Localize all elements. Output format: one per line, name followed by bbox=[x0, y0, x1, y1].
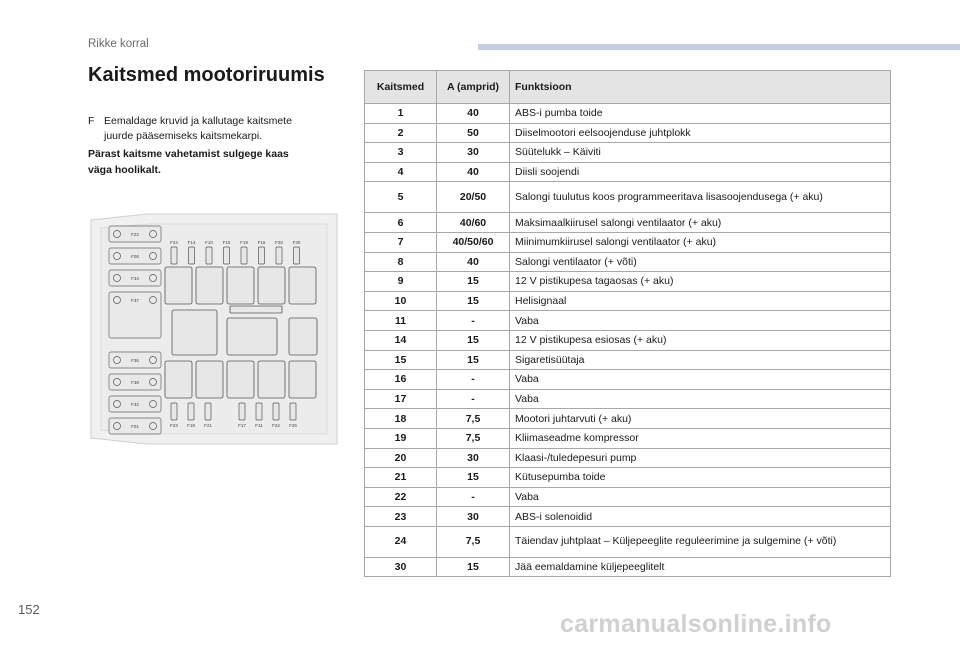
fuse-number-cell: 23 bbox=[365, 507, 437, 527]
mini-fuse bbox=[241, 247, 247, 264]
table-row bbox=[365, 428, 891, 448]
bottom-maxi-fuses bbox=[165, 361, 316, 398]
function-cell: Vaba bbox=[510, 311, 891, 331]
fuse-number-cell: 1 bbox=[365, 104, 437, 124]
mini-fuse bbox=[188, 403, 194, 420]
amperage-cell: 40 bbox=[437, 104, 510, 124]
fuse-number-cell: 14 bbox=[365, 330, 437, 350]
function-cell: Vaba bbox=[510, 370, 891, 390]
fuse-number-cell: 18 bbox=[365, 409, 437, 429]
amperage-cell: 20/50 bbox=[437, 182, 510, 213]
fuse-label: F15 bbox=[222, 240, 231, 245]
mini-fuse bbox=[239, 403, 245, 420]
fuse-number-cell: 19 bbox=[365, 428, 437, 448]
table-row bbox=[365, 557, 891, 577]
fuse-number-cell: 30 bbox=[365, 557, 437, 577]
mini-fuse bbox=[189, 247, 195, 264]
table-row bbox=[365, 252, 891, 272]
function-cell: Kütusepumba toide bbox=[510, 468, 891, 488]
amperage-cell: 7,5 bbox=[437, 409, 510, 429]
amperage-cell: - bbox=[437, 370, 510, 390]
fuse-number-cell: 22 bbox=[365, 487, 437, 507]
left-fuse-holders bbox=[109, 226, 161, 434]
fuse-table bbox=[364, 70, 891, 577]
fuse-label: F22 bbox=[131, 232, 139, 237]
function-cell: Täiendav juhtplaat – Küljepeeglite reguleerimine ja sulgemine (+ võti) bbox=[510, 526, 891, 557]
function-cell: ABS-i solenoidid bbox=[510, 507, 891, 527]
table-row bbox=[365, 487, 891, 507]
instruction-line-1: Eemaldage kruvid ja kallutage kaitsmete bbox=[104, 115, 292, 127]
page-number: 152 bbox=[18, 602, 40, 617]
section-label: Rikke korral bbox=[88, 38, 149, 50]
fuse-label: F18 bbox=[187, 423, 195, 428]
function-cell: Vaba bbox=[510, 389, 891, 409]
amperage-cell: - bbox=[437, 389, 510, 409]
fuse-label: F34 bbox=[131, 276, 139, 281]
amperage-cell: 15 bbox=[437, 557, 510, 577]
table-row bbox=[365, 330, 891, 350]
fuse-number-cell: 21 bbox=[365, 468, 437, 488]
amperage-cell: 7,5 bbox=[437, 526, 510, 557]
watermark: carmanualsonline.info bbox=[560, 610, 832, 638]
table-row bbox=[365, 350, 891, 370]
fuse-number-cell: 4 bbox=[365, 162, 437, 182]
fuse-label: F16 bbox=[257, 240, 266, 245]
bullet-icon: F bbox=[88, 115, 95, 127]
table-row bbox=[365, 409, 891, 429]
fuse-label: F23 bbox=[170, 423, 178, 428]
function-cell: Maksimaalkiirusel salongi ventilaator (+ aku) bbox=[510, 213, 891, 233]
fuse-number-cell: 10 bbox=[365, 291, 437, 311]
amperage-cell: 50 bbox=[437, 123, 510, 143]
table-row bbox=[365, 507, 891, 527]
fuse-label: F36 bbox=[131, 358, 139, 363]
fuse-number-cell: 8 bbox=[365, 252, 437, 272]
fuse-number-cell: 24 bbox=[365, 526, 437, 557]
amperage-cell: 15 bbox=[437, 350, 510, 370]
fuse-number-cell: 11 bbox=[365, 311, 437, 331]
amperage-cell: 15 bbox=[437, 330, 510, 350]
mini-fuse bbox=[294, 247, 300, 264]
table-row bbox=[365, 448, 891, 468]
fuse-label: F01 bbox=[131, 424, 139, 429]
fuse-label: F37 bbox=[131, 298, 139, 303]
function-cell: 12 V pistikupesa tagaosas (+ aku) bbox=[510, 272, 891, 292]
table-row bbox=[365, 311, 891, 331]
warning-text bbox=[88, 146, 338, 178]
header-bar bbox=[478, 44, 960, 50]
mini-fuse bbox=[171, 247, 177, 264]
fuse-number-cell: 5 bbox=[365, 182, 437, 213]
function-cell: 12 V pistikupesa esiosas (+ aku) bbox=[510, 330, 891, 350]
amperage-cell: 30 bbox=[437, 507, 510, 527]
table-row bbox=[365, 182, 891, 213]
warning-line-2: väga hoolikalt. bbox=[88, 164, 161, 176]
page-title: Kaitsmed mootoriruumis bbox=[88, 64, 325, 86]
table-row bbox=[365, 162, 891, 182]
fuse-number-cell: 20 bbox=[365, 448, 437, 468]
fuse-label: F11 bbox=[255, 423, 263, 428]
function-cell: Klaasi-/tuledepesuri pump bbox=[510, 448, 891, 468]
instruction-text bbox=[88, 114, 338, 144]
table-row bbox=[365, 232, 891, 252]
function-cell: ABS-i pumba toide bbox=[510, 104, 891, 124]
column-header-fuse: Kaitsmed bbox=[365, 71, 437, 104]
amperage-cell: 15 bbox=[437, 272, 510, 292]
fuse-label: F24 bbox=[170, 240, 178, 245]
function-cell: Jää eemaldamine küljepeeglitelt bbox=[510, 557, 891, 577]
table-row bbox=[365, 213, 891, 233]
mini-fuse bbox=[206, 247, 212, 264]
amperage-cell: 15 bbox=[437, 468, 510, 488]
mini-fuse bbox=[273, 403, 279, 420]
function-cell: Mootori juhtarvuti (+ aku) bbox=[510, 409, 891, 429]
fuse-number-cell: 17 bbox=[365, 389, 437, 409]
table-row bbox=[365, 468, 891, 488]
table-row bbox=[365, 370, 891, 390]
amperage-cell: 30 bbox=[437, 448, 510, 468]
fuse-number-cell: 7 bbox=[365, 232, 437, 252]
function-cell: Diisli soojendi bbox=[510, 162, 891, 182]
amperage-cell: 30 bbox=[437, 143, 510, 163]
amperage-cell: - bbox=[437, 487, 510, 507]
table-row bbox=[365, 291, 891, 311]
function-cell: Salongi ventilaator (+ võti) bbox=[510, 252, 891, 272]
fuse-number-cell: 3 bbox=[365, 143, 437, 163]
function-cell: Helisignaal bbox=[510, 291, 891, 311]
mini-fuse bbox=[205, 403, 211, 420]
fuse-label: F17 bbox=[238, 423, 246, 428]
fuse-label: F08 bbox=[131, 254, 139, 259]
mini-fuse bbox=[171, 403, 177, 420]
amperage-cell: 40 bbox=[437, 252, 510, 272]
amperage-cell: 40 bbox=[437, 162, 510, 182]
function-cell: Sigaretisüütaja bbox=[510, 350, 891, 370]
fuse-number-cell: 9 bbox=[365, 272, 437, 292]
mini-fuse bbox=[290, 403, 296, 420]
column-header-function: Funktsioon bbox=[510, 71, 891, 104]
table-row bbox=[365, 389, 891, 409]
mini-fuse bbox=[276, 247, 282, 264]
fuse-label: F32 bbox=[131, 402, 139, 407]
function-cell: Salongi tuulutus koos programmeeritava lisasoojendusega (+ aku) bbox=[510, 182, 891, 213]
fuse-label: F21 bbox=[204, 423, 212, 428]
fuse-number-cell: 2 bbox=[365, 123, 437, 143]
function-cell: Süütelukk – Käiviti bbox=[510, 143, 891, 163]
amperage-cell: - bbox=[437, 311, 510, 331]
fuse-label: F10 bbox=[205, 240, 213, 245]
amperage-cell: 15 bbox=[437, 291, 510, 311]
table-row bbox=[365, 272, 891, 292]
table-header-row bbox=[365, 71, 891, 104]
fuse-number-cell: 15 bbox=[365, 350, 437, 370]
column-header-amp: A (amprid) bbox=[437, 71, 510, 104]
table-row bbox=[365, 526, 891, 557]
table-row bbox=[365, 143, 891, 163]
mini-fuse bbox=[256, 403, 262, 420]
table-row bbox=[365, 104, 891, 124]
fuse-box-diagram bbox=[87, 210, 340, 450]
warning-line-1: Pärast kaitsme vahetamist sulgege kaas bbox=[88, 148, 289, 160]
function-cell: Kliimaseadme kompressor bbox=[510, 428, 891, 448]
mini-fuse bbox=[259, 247, 265, 264]
instruction-line-2: juurde pääsemiseks kaitsmekarpi. bbox=[104, 130, 263, 142]
function-cell: Diiselmootori eelsoojenduse juhtplokk bbox=[510, 123, 891, 143]
fuse-label: F19 bbox=[240, 240, 248, 245]
table-row bbox=[365, 123, 891, 143]
fuse-label: F20 bbox=[275, 240, 283, 245]
fuse-label: F38 bbox=[131, 380, 139, 385]
fuse-label: F30 bbox=[292, 240, 301, 245]
fuse-number-cell: 6 bbox=[365, 213, 437, 233]
amperage-cell: 7,5 bbox=[437, 428, 510, 448]
amperage-cell: 40/60 bbox=[437, 213, 510, 233]
fuse-label: F14 bbox=[187, 240, 196, 245]
fuse-number-cell: 16 bbox=[365, 370, 437, 390]
amperage-cell: 40/50/60 bbox=[437, 232, 510, 252]
function-cell: Vaba bbox=[510, 487, 891, 507]
fuse-label: F26 bbox=[289, 423, 297, 428]
function-cell: Miinimumkiirusel salongi ventilaator (+ aku) bbox=[510, 232, 891, 252]
top-maxi-fuses bbox=[165, 267, 316, 304]
mini-fuse bbox=[224, 247, 230, 264]
fuse-label: F22 bbox=[272, 423, 280, 428]
